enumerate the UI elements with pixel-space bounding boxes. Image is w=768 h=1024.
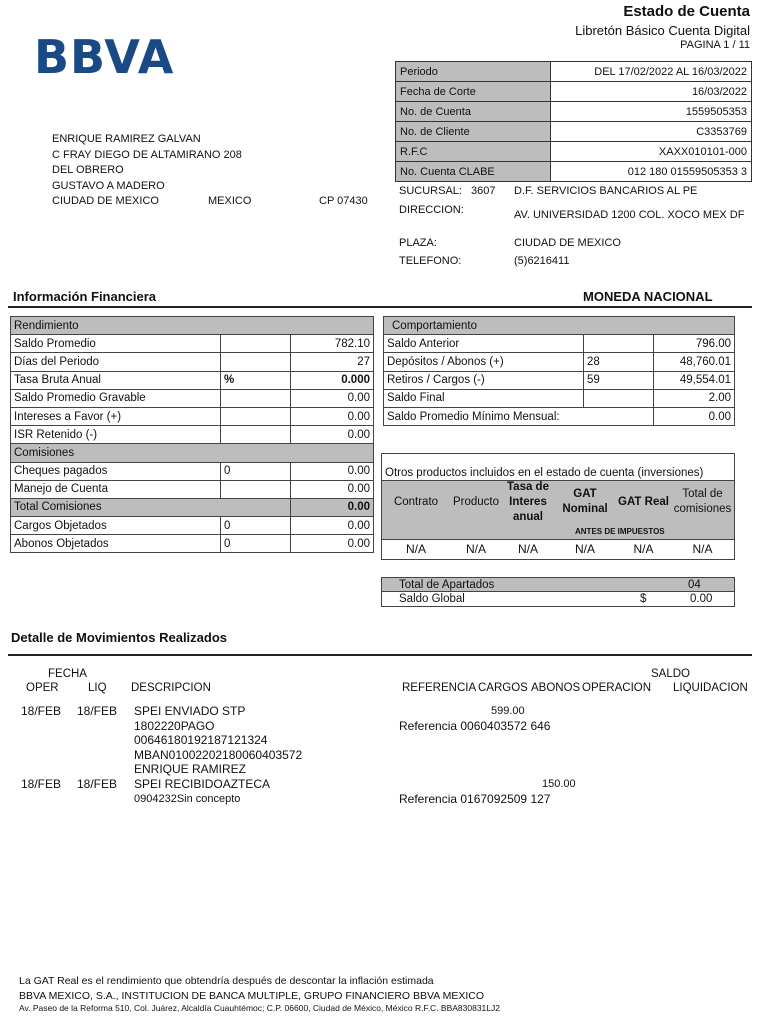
table-row: Saldo Promedio Gravable 0.00 xyxy=(11,389,374,407)
sucursal-number: 3607 xyxy=(471,185,496,197)
header-fecha: FECHA xyxy=(48,668,87,680)
account-type: Libretón Básico Cuenta Digital xyxy=(575,23,750,38)
direccion-label: DIRECCION: xyxy=(399,204,464,216)
bbva-logo: BBVA xyxy=(34,30,175,84)
comportamiento-header: Comportamiento xyxy=(384,317,735,335)
rendimiento-table xyxy=(10,316,374,553)
row2-oper-date: 18/FEB xyxy=(21,777,62,791)
address-colonia: DEL OBRERO xyxy=(52,164,124,176)
table-row: Cheques pagados 0 0.00 xyxy=(11,462,374,480)
table-row: Intereses a Favor (+) 0.00 xyxy=(11,407,374,425)
plaza-label: PLAZA: xyxy=(399,237,437,249)
header-cargos: CARGOS xyxy=(478,682,528,694)
address-city-row xyxy=(52,194,368,210)
branch-info xyxy=(399,184,744,273)
table-row: Saldo Promedio 782.10 xyxy=(11,335,374,353)
otros-productos-title: Otros productos incluidos en el estado de cuenta (inversiones) xyxy=(382,454,734,481)
antes-impuestos-label: ANTES DE IMPUESTOS xyxy=(382,523,734,540)
table-row: Manejo de Cuenta 0.00 xyxy=(11,480,374,498)
customer-name: ENRIQUE RAMIREZ GALVAN xyxy=(52,133,201,145)
footer-gat-note: La GAT Real es el rendimiento que obtendría después de descontar la inflación estimada xyxy=(19,975,434,987)
table-row: Saldo Promedio Mínimo Mensual: 0.00 xyxy=(384,407,735,425)
table-row: Saldo Final 2.00 xyxy=(384,389,735,407)
info-row-fecha-corte: Fecha de Corte 16/03/2022 xyxy=(396,82,752,102)
table-row: Abonos Objetados 0 0.00 xyxy=(11,535,374,553)
address-street: C FRAY DIEGO DE ALTAMIRANO 208 xyxy=(52,148,242,161)
row2-description: SPEI RECIBIDOAZTECA 0904232Sin concepto xyxy=(134,777,271,805)
saldo-global-row: Saldo Global $ 0.00 xyxy=(399,593,713,605)
footer-bank-name: BBVA MEXICO, S.A., INSTITUCION DE BANCA MULTIPLE, GRUPO FINANCIERO BBVA MEXICO xyxy=(19,990,485,1002)
currency-label: MONEDA NACIONAL xyxy=(583,289,713,304)
row1-description: SPEI ENVIADO STP 1802220PAGO 0064618019218712132​4 MBAN01002202180060403572 ENRIQUE RAMIREZ xyxy=(134,704,303,776)
table-row: Retiros / Cargos (-) 59 49,554.01 xyxy=(384,371,735,389)
header-descripcion: DESCRIPCION xyxy=(131,682,211,694)
total-comisiones-row: Total Comisiones 0.00 xyxy=(11,498,374,516)
customer-address xyxy=(52,132,368,210)
page-number: PAGINA 1 / 11 xyxy=(680,39,750,51)
header-operacion: OPERACION xyxy=(582,682,652,694)
telefono-value: (5)6216411 xyxy=(514,255,570,267)
row1-cargo-amount: 599.00 xyxy=(491,705,525,717)
otros-productos-table xyxy=(381,453,735,560)
sucursal-name: D.F. SERVICIOS BANCARIOS AL PE xyxy=(514,185,698,197)
plaza-value: CIUDAD DE MEXICO xyxy=(514,237,621,249)
header-saldo: SALDO xyxy=(651,668,690,680)
table-row: Tasa Bruta Anual % 0.000 xyxy=(11,371,374,389)
document-title: Estado de Cuenta xyxy=(623,3,750,20)
financial-section-title: Información Financiera xyxy=(13,289,157,304)
row1-liq-date: 18/FEB xyxy=(77,704,118,718)
row2-reference: Referencia 0167092509 127 xyxy=(399,792,551,806)
info-row-cuenta: No. de Cuenta 1559505353 xyxy=(396,102,752,122)
header-liq: LIQ xyxy=(88,682,107,694)
info-row-periodo: Periodo DEL 17/02/2022 AL 16/03/2022 xyxy=(396,62,752,82)
section-divider xyxy=(8,654,752,656)
address-city: CIUDAD DE MEXICO xyxy=(52,195,159,207)
address-delegacion: GUSTAVO A MADERO xyxy=(52,179,165,192)
table-row: Días del Periodo 27 xyxy=(11,353,374,371)
row2-abono-amount: 150.00 xyxy=(542,778,576,790)
sucursal-label: SUCURSAL: xyxy=(399,185,462,197)
apartados-table xyxy=(381,577,735,607)
direccion-value: AV. UNIVERSIDAD 1200 COL. XOCO MEX DF xyxy=(514,209,745,221)
account-info-table xyxy=(395,61,752,182)
otros-productos-values: N/A N/A N/A N/A N/A N/A xyxy=(405,542,713,556)
total-apartados-row: Total de Apartados 04 xyxy=(382,578,734,592)
header-liquidacion: LIQUIDACION xyxy=(673,682,748,694)
telefono-label: TELEFONO: xyxy=(399,255,462,267)
row1-oper-date: 18/FEB xyxy=(21,704,62,718)
footer-bank-address: Av. Paseo de la Reforma 510, Col. Juárez, Alcaldía Cuauhtémoc; C.P. 06600, Ciudad de México, México R.F.C. BBA830831LJ2 xyxy=(19,1003,500,1013)
info-row-cliente: No. de Cliente C3353769 xyxy=(396,122,752,142)
table-row: Saldo Anterior 796.00 xyxy=(384,335,735,353)
address-state: MEXICO xyxy=(208,195,252,207)
info-row-rfc: R.F.C XAXX010101-000 xyxy=(396,142,752,162)
section-divider xyxy=(8,306,752,308)
row2-liq-date: 18/FEB xyxy=(77,777,118,791)
rendimiento-header: Rendimiento xyxy=(11,317,374,335)
row1-reference: Referencia 0060403572 646 xyxy=(399,719,551,733)
header-referencia: REFERENCIA xyxy=(402,682,477,694)
address-cp: CP 07430 xyxy=(319,195,368,207)
movements-section-title: Detalle de Movimientos Realizados xyxy=(11,630,228,645)
comportamiento-table xyxy=(383,316,735,426)
header-abonos: ABONOS xyxy=(531,682,581,694)
otros-productos-headers: Contrato Producto Tasa de Interes anual GAT Nominal GAT Real Total de comisiones xyxy=(382,481,734,523)
header-oper: OPER xyxy=(26,682,59,694)
comisiones-header: Comisiones xyxy=(11,444,374,462)
table-row: Cargos Objetados 0 0.00 xyxy=(11,517,374,535)
table-row: ISR Retenido (-) 0.00 xyxy=(11,426,374,444)
info-row-clabe: No. Cuenta CLABE 012 180 01559505353 3 xyxy=(396,162,752,182)
table-row: Depósitos / Abonos (+) 28 48,760.01 xyxy=(384,353,735,371)
